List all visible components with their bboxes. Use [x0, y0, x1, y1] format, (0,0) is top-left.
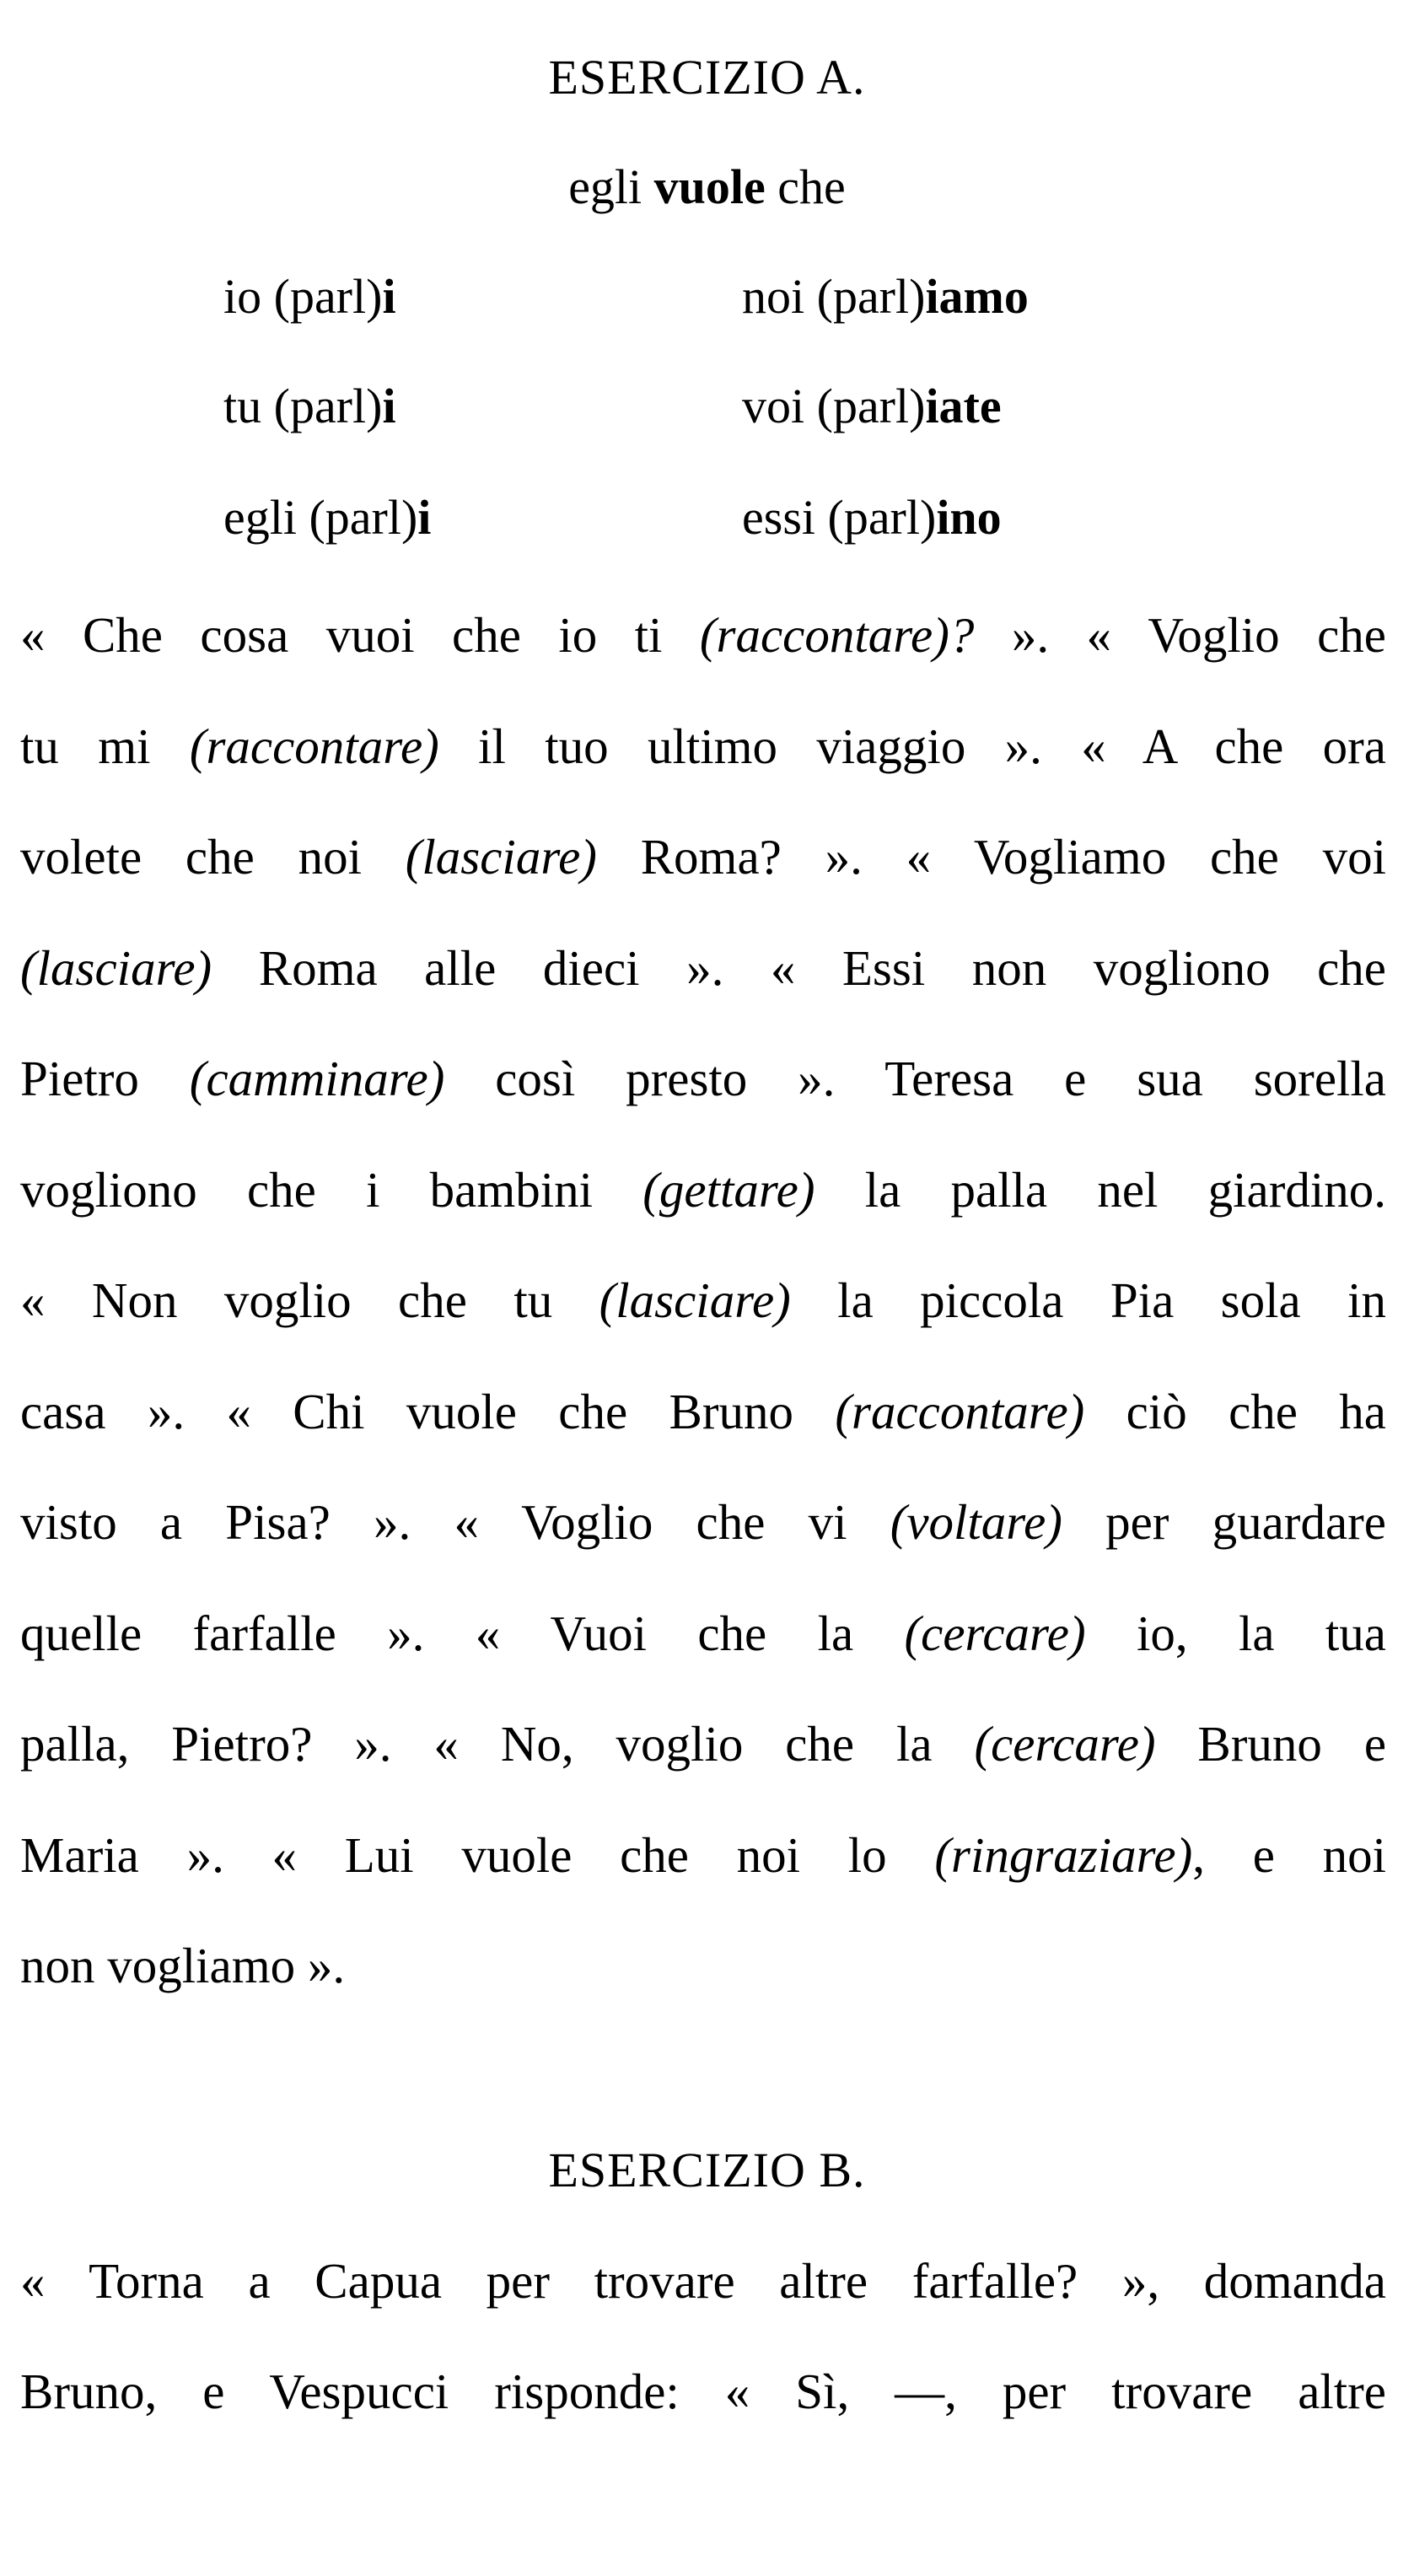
text-segment: io, la tua [1085, 1605, 1386, 1661]
conj-ending: i [417, 490, 432, 545]
text-segment: visto a Pisa? ». « Voglio che vi [20, 1494, 890, 1550]
text-segment: Bruno, e Vespucci risponde: « Sì, —, per trovare altre [20, 2364, 1386, 2419]
text-line [20, 1049, 1386, 1108]
conj-stem: (parl) [273, 269, 383, 324]
conj-stem: (parl) [816, 379, 926, 433]
verb-prompt: (cercare) [974, 1716, 1156, 1772]
text-line [20, 827, 1386, 886]
conj-ending: ino [936, 490, 1002, 545]
conj-pronoun: io [223, 269, 262, 324]
verb-prompt: (gettare) [642, 1161, 815, 1218]
conj-stem: (parl) [309, 490, 418, 545]
conj-stem: (parl) [827, 490, 937, 545]
conj-stem: (parl) [816, 269, 926, 324]
text-segment: ciò che ha [1084, 1383, 1386, 1439]
verb-prompt: (cercare) [904, 1605, 1086, 1661]
conj-ending: iate [925, 379, 1002, 433]
text-segment: casa ». « Chi vuole che Bruno [20, 1383, 836, 1439]
text-segment: la piccola Pia sola in [790, 1272, 1386, 1328]
conj-essi [742, 489, 1002, 546]
conj-voi [742, 378, 1002, 434]
verb-prompt: (raccontare) [189, 718, 439, 774]
exercise-a-title: ESERCIZIO A. [548, 50, 866, 105]
verb-prompt: (lasciare) [599, 1272, 791, 1328]
verb-prompt: (voltare) [890, 1494, 1062, 1550]
verb-prompt: (lasciare) [20, 939, 212, 996]
text-segment: « Torna a Capua per trovare altre farfalle? », domanda [20, 2253, 1386, 2309]
text-line [20, 1271, 1386, 1330]
text-segment: quelle farfalle ». « Vuoi che la [20, 1605, 905, 1661]
verb-prompt: (camminare) [189, 1051, 445, 1106]
intro-verb: vuole [653, 159, 766, 214]
text-line [20, 1382, 1386, 1441]
text-segment: Pietro [20, 1051, 190, 1106]
conj-tu [223, 378, 396, 434]
intro-post: che [777, 159, 846, 214]
text-segment: « Che cosa vuoi che io ti [20, 607, 700, 663]
text-line [20, 2251, 1386, 2310]
text-line [20, 2362, 1386, 2421]
text-segment: ». « Voglio che [974, 607, 1386, 663]
conj-pronoun: egli [223, 490, 297, 545]
text-line [20, 1936, 1386, 1995]
text-segment: « Non voglio che tu [20, 1272, 599, 1328]
text-segment: Roma alle dieci ». « Essi non vogliono che [212, 939, 1386, 996]
text-segment: così presto ». Teresa e sua sorella [444, 1051, 1386, 1106]
exercise-b-title: ESERCIZIO B. [548, 2143, 866, 2197]
exercise-a-intro [0, 159, 1414, 215]
text-segment: non vogliamo ». [20, 1938, 346, 1993]
text-line [20, 1604, 1386, 1663]
text-line [20, 938, 1386, 998]
text-segment: Roma? ». « Vogliamo che voi [596, 829, 1386, 885]
conj-egli [223, 489, 431, 546]
text-line [20, 1826, 1386, 1885]
text-segment: , e noi [1192, 1826, 1386, 1883]
conj-pronoun: essi [742, 490, 815, 545]
conj-ending: iamo [925, 269, 1029, 324]
text-line [20, 1714, 1386, 1773]
text-line [20, 605, 1386, 664]
conj-pronoun: tu [223, 379, 262, 433]
text-segment: per guardare [1062, 1494, 1386, 1550]
verb-prompt: (lasciare) [405, 829, 597, 885]
conj-stem: (parl) [273, 379, 383, 433]
text-segment: Maria ». « Lui vuole che noi lo [20, 1826, 935, 1883]
text-segment: vogliono che i bambini [20, 1161, 643, 1218]
text-segment: la palla nel giardino. [815, 1161, 1386, 1218]
conj-ending: i [382, 379, 396, 433]
text-line [20, 1492, 1386, 1552]
text-line [20, 1160, 1386, 1219]
text-segment: palla, Pietro? ». « No, voglio che la [20, 1716, 975, 1772]
verb-prompt: (raccontare) [835, 1383, 1085, 1439]
conj-pronoun: noi [742, 269, 805, 324]
conj-noi [742, 268, 1029, 325]
text-segment: Bruno e [1155, 1716, 1387, 1772]
verb-prompt: (raccontare)? [699, 607, 975, 663]
text-segment: volete che noi [20, 829, 406, 885]
conj-pronoun: voi [742, 379, 805, 433]
verb-prompt: (ringraziare) [934, 1826, 1193, 1883]
intro-pre: egli [568, 159, 642, 214]
conj-io [223, 268, 396, 325]
text-segment: il tuo ultimo viaggio ». « A che ora [438, 718, 1386, 774]
conj-ending: i [382, 269, 396, 324]
text-line [20, 717, 1386, 776]
text-segment: tu mi [20, 718, 190, 774]
